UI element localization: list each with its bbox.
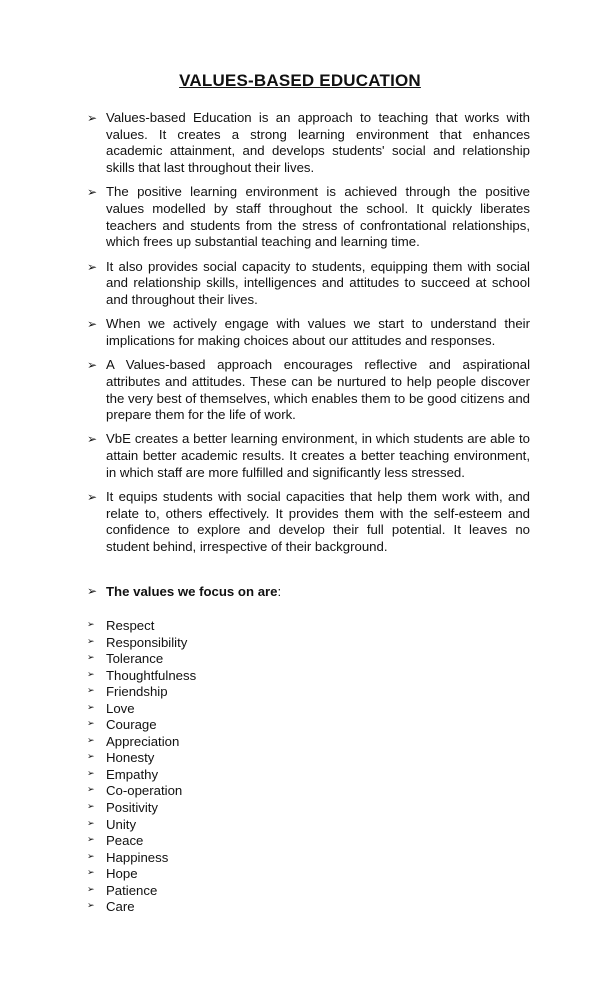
paragraph-text: VbE creates a better learning environment, in which students are able to attain better academic results. It creates a better teaching environment, in which staff are more fulfilled and significantly less stressed.	[106, 431, 530, 480]
value-label: Appreciation	[106, 733, 180, 749]
arrow-bullet-icon: ➢	[87, 635, 95, 646]
value-list-item	[87, 701, 387, 718]
page-title: VALUES-BASED EDUCATION	[179, 71, 421, 90]
paragraph-text: It equips students with social capacities that help them work with, and relate to, others effectively. It provides them with the self-esteem and confidence to explore and develop their full potential. It leaves no student behind, irrespective of their background.	[106, 489, 530, 555]
arrow-bullet-icon: ➢	[87, 784, 95, 795]
value-label: Unity	[106, 816, 137, 832]
value-list-item	[87, 899, 387, 916]
value-list-item	[87, 618, 387, 635]
value-label: Happiness	[106, 849, 169, 865]
values-heading	[87, 583, 530, 600]
value-list-item	[87, 817, 387, 834]
value-label: Honesty	[106, 750, 155, 766]
arrow-bullet-icon: ➢	[87, 801, 95, 812]
value-label: Responsibility	[106, 634, 188, 650]
arrow-bullet-icon: ➢	[87, 701, 95, 712]
value-list-item	[87, 651, 387, 668]
paragraph-text: It also provides social capacity to students, equipping them with social and relationship skills, intelligences and attitudes to succeed at school and throughout their lives.	[106, 258, 530, 308]
values-heading-colon: :	[277, 584, 282, 599]
value-list-item	[87, 800, 387, 817]
paragraph	[87, 489, 530, 556]
arrow-bullet-icon: ➢	[87, 883, 95, 894]
value-label: Friendship	[106, 684, 168, 700]
value-label: Love	[106, 700, 135, 716]
arrow-bullet-icon: ➢	[87, 734, 95, 745]
paragraph-text: Values-based Education is an approach to teaching that works with values. It creates a strong learning environment that enhances academic attainment, and develops students' social and relationship skills that last throughout their lives.	[106, 110, 530, 176]
value-list-item	[87, 684, 387, 701]
arrow-bullet-icon: ➢	[87, 867, 95, 878]
value-label: Courage	[106, 717, 157, 733]
arrow-bullet-icon: ➢	[87, 685, 95, 696]
value-label: Respect	[106, 618, 155, 633]
arrow-bullet-icon: ➢	[87, 652, 95, 663]
value-list-item	[87, 635, 387, 652]
paragraph-text: A Values-based approach encourages reflective and aspirational attributes and attitudes. These can be nurtured to help people discover the very best of themselves, which enables them to be good citizens and prepare them for the life of work.	[106, 357, 530, 423]
value-list-item	[87, 717, 387, 734]
arrow-bullet-icon: ➢	[87, 619, 95, 629]
values-heading-text: The values we focus on are	[106, 584, 278, 599]
arrow-bullet-icon: ➢	[87, 850, 95, 861]
arrow-bullet-icon: ➢	[87, 718, 95, 729]
value-label: Care	[106, 899, 135, 915]
paragraph	[87, 259, 530, 309]
value-list-item	[87, 767, 387, 784]
value-list-item	[87, 833, 387, 850]
value-list-item	[87, 668, 387, 685]
arrow-bullet-icon: ➢	[87, 185, 98, 200]
paragraph-text: When we actively engage with values we start to understand their implications for making choices about our attitudes and responses.	[106, 316, 530, 348]
arrow-bullet-icon: ➢	[87, 358, 98, 373]
arrow-bullet-icon: ➢	[87, 900, 95, 911]
arrow-bullet-icon: ➢	[87, 668, 95, 679]
paragraph	[87, 110, 530, 177]
value-label: Hope	[106, 866, 138, 882]
arrow-bullet-icon: ➢	[87, 490, 98, 505]
value-label: Empathy	[106, 766, 159, 782]
paragraph	[87, 431, 530, 481]
value-list-item	[87, 883, 387, 900]
values-list	[87, 618, 387, 916]
value-label: Thoughtfulness	[106, 667, 197, 683]
value-label: Co-operation	[106, 783, 183, 799]
paragraph	[87, 316, 530, 349]
paragraph	[87, 184, 530, 251]
value-label: Patience	[106, 882, 158, 898]
arrow-bullet-icon: ➢	[87, 259, 98, 274]
value-list-item	[87, 750, 387, 767]
arrow-bullet-icon: ➢	[87, 432, 98, 447]
value-label: Peace	[106, 833, 144, 849]
paragraph-list	[87, 110, 530, 563]
arrow-bullet-icon: ➢	[87, 751, 95, 762]
paragraph-text: The positive learning environment is achieved through the positive values modelled by staff throughout the school. It quickly liberates teachers and students from the stress of confrontational relationships, which frees up substantial teaching and learning time.	[106, 184, 530, 250]
value-list-item	[87, 850, 387, 867]
arrow-bullet-icon: ➢	[87, 111, 98, 125]
arrow-bullet-icon: ➢	[87, 767, 95, 778]
value-label: Positivity	[106, 800, 159, 816]
value-list-item	[87, 866, 387, 883]
arrow-bullet-icon: ➢	[87, 817, 95, 828]
value-list-item	[87, 734, 387, 751]
arrow-bullet-icon: ➢	[87, 834, 95, 845]
value-list-item	[87, 783, 387, 800]
arrow-bullet-icon: ➢	[87, 317, 98, 332]
value-label: Tolerance	[106, 651, 164, 667]
paragraph	[87, 357, 530, 424]
arrow-bullet-icon: ➢	[87, 584, 98, 598]
